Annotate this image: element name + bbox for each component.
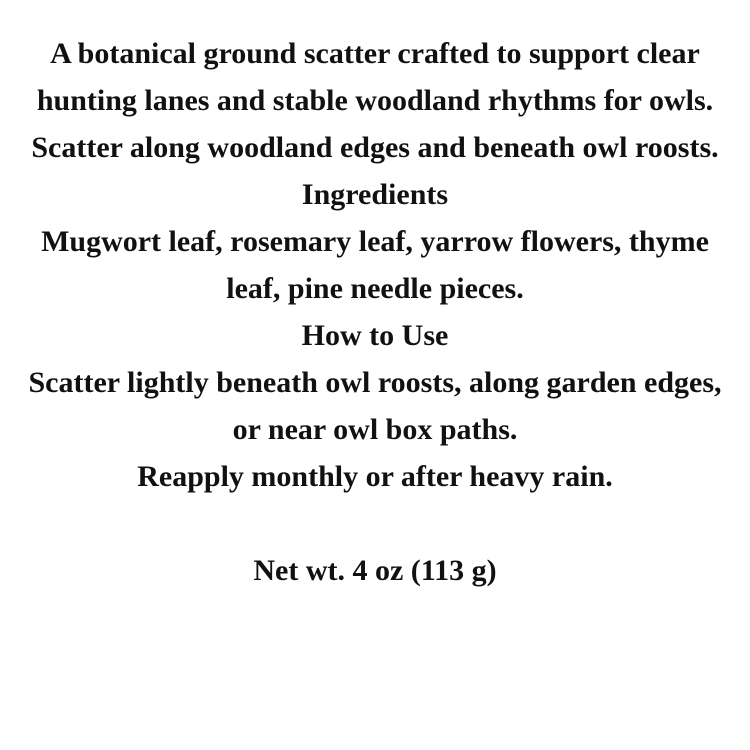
net-weight: Net wt. 4 oz (113 g) xyxy=(253,554,497,587)
placement-instructions: Scatter along woodland edges and beneath owl roosts. xyxy=(31,131,719,164)
ingredients-list: Mugwort leaf, rosemary leaf, yarrow flowers, thyme leaf, pine needle pieces. xyxy=(41,225,709,305)
spacer xyxy=(14,500,736,547)
product-label-text xyxy=(0,30,750,594)
ingredients-heading: Ingredients xyxy=(301,178,449,211)
reapply-instructions: Reapply monthly or after heavy rain. xyxy=(137,460,613,493)
how-to-use-instructions: Scatter lightly beneath owl roosts, along garden edges, or near owl box paths. xyxy=(28,366,722,446)
how-to-use-heading: How to Use xyxy=(301,319,449,352)
product-description: A botanical ground scatter crafted to support clear hunting lanes and stable woodland rhythms for owls. xyxy=(36,37,714,117)
